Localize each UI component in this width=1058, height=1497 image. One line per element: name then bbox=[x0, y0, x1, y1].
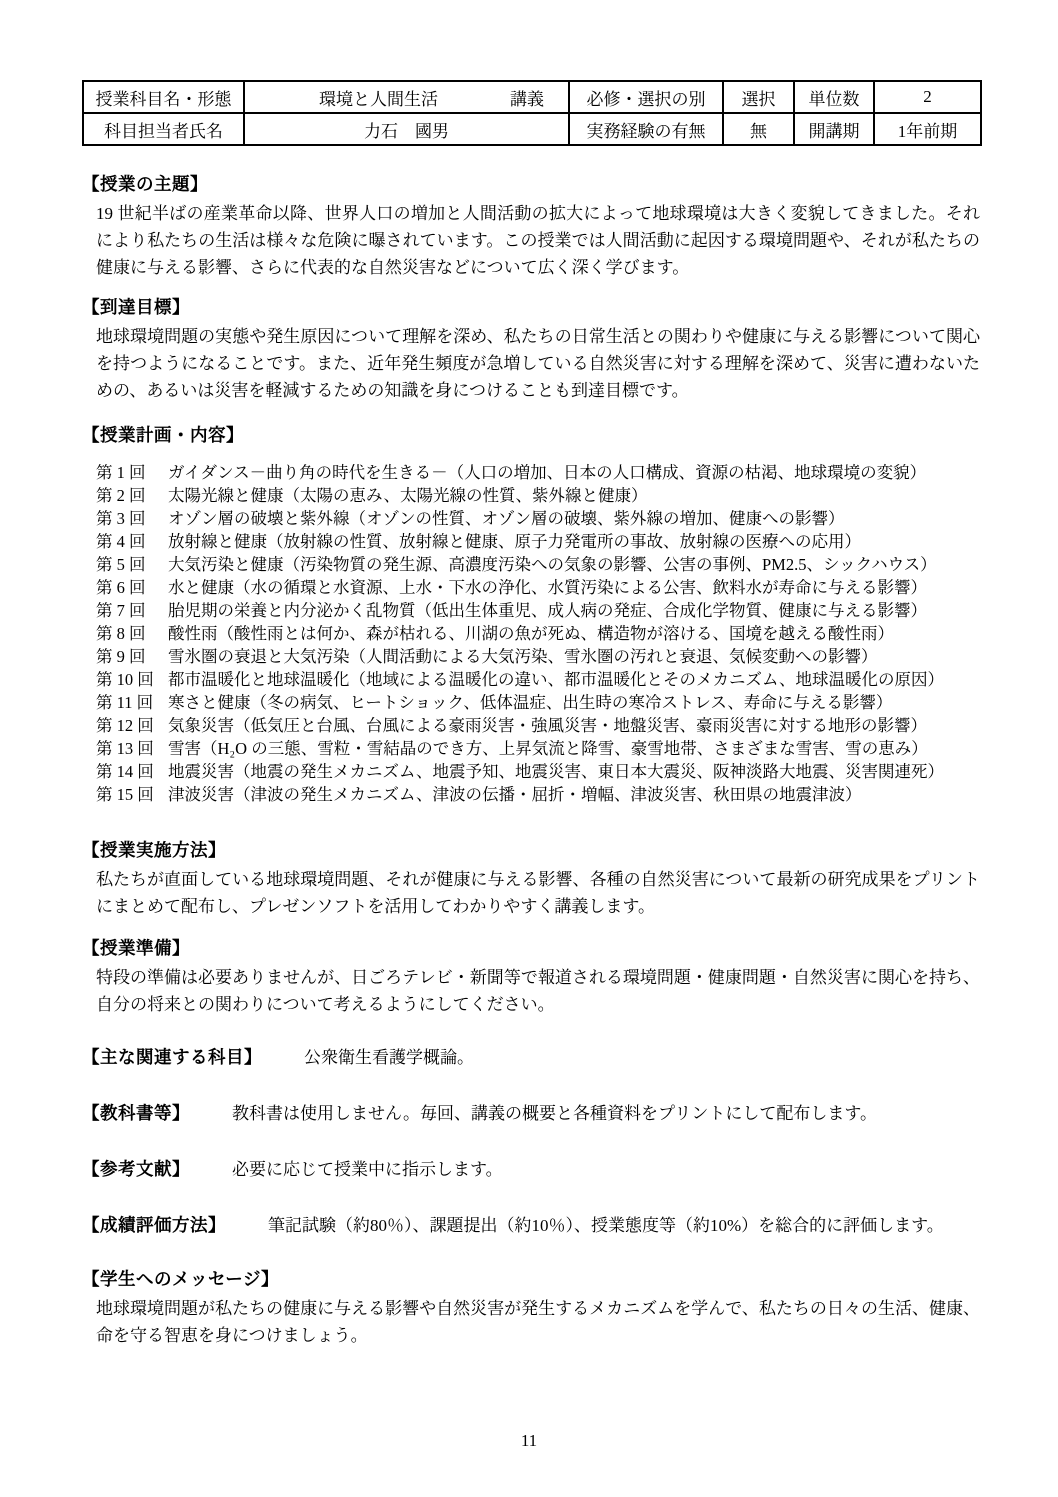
lesson-row bbox=[96, 645, 980, 668]
lesson-number: 第 12 回 bbox=[96, 716, 154, 735]
section-related bbox=[82, 1043, 980, 1069]
section-body-textbook: 教科書は使用しません。毎回、講義の概要と各種資料をプリントにして配布します。 bbox=[232, 1104, 877, 1123]
lesson-number: 第 4 回 bbox=[96, 532, 146, 551]
lesson-text: 津波災害（津波の発生メカニズム、津波の伝播・屈折・増幅、津波災害、秋田県の地震津波） bbox=[168, 785, 862, 804]
lesson-text: 雪氷圏の衰退と大気汚染（人間活動による大気汚染、雪氷圏の汚れと衰退、気候変動への影響） bbox=[168, 647, 878, 666]
lesson-number: 第 13 回 bbox=[96, 739, 154, 758]
lesson-text: 大気汚染と健康（汚染物質の発生源、高濃度汚染への気象の影響、公害の事例、PM2.5、シックハウス） bbox=[168, 555, 937, 574]
section-body-grading: 筆記試験（約80％）、課題提出（約10％）、授業態度等（約10%）を総合的に評価します。 bbox=[268, 1216, 944, 1235]
lesson-row bbox=[96, 599, 980, 622]
requirement-value: 選択 bbox=[723, 81, 794, 113]
instructor-name: 力石 國男 bbox=[244, 113, 569, 145]
credits-value: 2 bbox=[874, 81, 981, 113]
section-heading-preparation: 【授業準備】 bbox=[82, 938, 190, 958]
term-label: 開講期 bbox=[794, 113, 874, 145]
section-body-method: 私たちが直面している地球環境問題、それが健康に与える影響、各種の自然災害について最新の研究成果をプリントにまとめて配布し、プレゼンソフトを活用してわかりやすく講義します。 bbox=[96, 870, 980, 916]
lesson-row bbox=[96, 691, 980, 714]
lesson-row bbox=[96, 714, 980, 737]
lesson-row bbox=[96, 737, 980, 760]
section-heading-method: 【授業実施方法】 bbox=[82, 840, 226, 860]
subject-form: 講義 bbox=[510, 89, 544, 109]
section-heading-plan: 【授業計画・内容】 bbox=[82, 425, 244, 445]
section-heading-references: 【参考文献】 bbox=[82, 1159, 190, 1179]
section-heading-related: 【主な関連する科目】 bbox=[82, 1047, 262, 1067]
subject-name: 環境と人間生活 bbox=[319, 89, 438, 109]
lesson-text: 水と健康（水の循環と水資源、上水・下水の浄化、水質汚染による公害、飲料水が寿命に与える影響） bbox=[168, 578, 927, 597]
lesson-text: 寒さと健康（冬の病気、ヒートショック、低体温症、出生時の寒冷ストレス、寿命に与える影響） bbox=[168, 693, 893, 712]
lesson-row bbox=[96, 553, 980, 576]
term-value: 1年前期 bbox=[874, 113, 981, 145]
page-number: 11 bbox=[520, 1431, 538, 1450]
lesson-text: ガイダンス－曲り角の時代を生きる－（人口の増加、日本の人口構成、資源の枯渇、地球環境の変貌） bbox=[168, 463, 927, 482]
lesson-number: 第 8 回 bbox=[96, 624, 146, 643]
section-body-references: 必要に応じて授業中に指示します。 bbox=[232, 1160, 503, 1179]
lesson-list bbox=[82, 461, 980, 806]
instructor-label: 科目担当者氏名 bbox=[83, 113, 244, 145]
lesson-row bbox=[96, 668, 980, 691]
lesson-number: 第 11 回 bbox=[96, 693, 154, 712]
section-heading-message: 【学生へのメッセージ】 bbox=[82, 1269, 279, 1289]
section-references bbox=[82, 1155, 980, 1181]
subject-value-cell bbox=[244, 81, 569, 113]
section-heading-goal: 【到達目標】 bbox=[82, 297, 190, 317]
section-body-preparation: 特段の準備は必要ありませんが、日ごろテレビ・新聞等で報道される環境問題・健康問題・自然災害に関心を持ち、自分の将来との関わりについて考えるようにしてください。 bbox=[96, 968, 980, 1014]
section-heading-grading: 【成績評価方法】 bbox=[82, 1215, 226, 1235]
section-body-related: 公衆衛生看護学概論。 bbox=[304, 1048, 474, 1067]
section-heading-theme: 【授業の主題】 bbox=[82, 174, 208, 194]
lesson-number: 第 15 回 bbox=[96, 785, 154, 804]
table-row-subject bbox=[83, 81, 981, 113]
lesson-text: 都市温暖化と地球温暖化（地域による温暖化の違い、都市温暖化とそのメカニズム、地球温暖化の原因） bbox=[168, 670, 944, 689]
lesson-text: 胎児期の栄養と内分泌かく乱物質（低出生体重児、成人病の発症、合成化学物質、健康に与える影響） bbox=[168, 601, 927, 620]
lesson-number: 第 9 回 bbox=[96, 647, 146, 666]
lesson-number: 第 2 回 bbox=[96, 486, 146, 505]
section-body-theme: 19 世紀半ばの産業革命以降、世界人口の増加と人間活動の拡大によって地球環境は大きく変貌してきました。それにより私たちの生活は様々な危険に曝されています。この授業では人間活動に起因する環境問題や、それが私たちの健康に与える影響、さらに代表的な自然災害などについて広く深く学びます。 bbox=[96, 204, 980, 277]
lesson-number: 第 10 回 bbox=[96, 670, 154, 689]
section-body-message: 地球環境問題が私たちの健康に与える影響や自然災害が発生するメカニズムを学んで、私たちの日々の生活、健康、命を守る智恵を身につけましょう。 bbox=[96, 1299, 980, 1345]
subject-label: 授業科目名・形態 bbox=[83, 81, 244, 113]
lesson-text: オゾン層の破壊と紫外線（オゾンの性質、オゾン層の破壊、紫外線の増加、健康への影響） bbox=[168, 509, 845, 528]
lesson-row bbox=[96, 461, 980, 484]
lesson-text: 雪害（H₂O の三態、雪粒・雪結晶のでき方、上昇気流と降雪、豪雪地帯、さまざまな雪害、雪の恵み） bbox=[168, 739, 928, 758]
lesson-row bbox=[96, 622, 980, 645]
lesson-text: 太陽光線と健康（太陽の恵み、太陽光線の性質、紫外線と健康） bbox=[168, 486, 648, 505]
lesson-row bbox=[96, 760, 980, 783]
lesson-row bbox=[96, 484, 980, 507]
lesson-number: 第 5 回 bbox=[96, 555, 146, 574]
lesson-row bbox=[96, 507, 980, 530]
table-row-instructor bbox=[83, 113, 981, 145]
section-heading-textbook: 【教科書等】 bbox=[82, 1103, 190, 1123]
experience-value: 無 bbox=[723, 113, 794, 145]
requirement-label: 必修・選択の別 bbox=[569, 81, 723, 113]
lesson-number: 第 7 回 bbox=[96, 601, 146, 620]
lesson-text: 酸性雨（酸性雨とは何か、森が枯れる、川湖の魚が死ぬ、構造物が溶ける、国境を越える酸性雨） bbox=[168, 624, 894, 643]
section-textbook bbox=[82, 1099, 980, 1125]
lesson-text: 地震災害（地震の発生メカニズム、地震予知、地震災害、東日本大震災、阪神淡路大地震、災害関連死） bbox=[168, 762, 944, 781]
lesson-number: 第 3 回 bbox=[96, 509, 146, 528]
credits-label: 単位数 bbox=[794, 81, 874, 113]
lesson-row bbox=[96, 530, 980, 553]
lesson-row bbox=[96, 576, 980, 599]
course-header-table bbox=[82, 80, 982, 146]
section-body-goal: 地球環境問題の実態や発生原因について理解を深め、私たちの日常生活との関わりや健康に与える影響について関心を持つようになることです。また、近年発生頻度が急増している自然災害に対する理解を深めて、災害に遭わないための、あるいは災害を軽減するための知識を身につけることも到達目標です。 bbox=[96, 327, 980, 400]
lesson-text: 放射線と健康（放射線の性質、放射線と健康、原子力発電所の事故、放射線の医療への応用） bbox=[168, 532, 861, 551]
section-grading bbox=[82, 1211, 980, 1237]
lesson-number: 第 14 回 bbox=[96, 762, 154, 781]
lesson-row bbox=[96, 783, 980, 806]
lesson-number: 第 6 回 bbox=[96, 578, 146, 597]
lesson-number: 第 1 回 bbox=[96, 463, 146, 482]
experience-label: 実務経験の有無 bbox=[569, 113, 723, 145]
lesson-text: 気象災害（低気圧と台風、台風による豪雨災害・強風災害・地盤災害、豪雨災害に対する地形の影響） bbox=[168, 716, 927, 735]
